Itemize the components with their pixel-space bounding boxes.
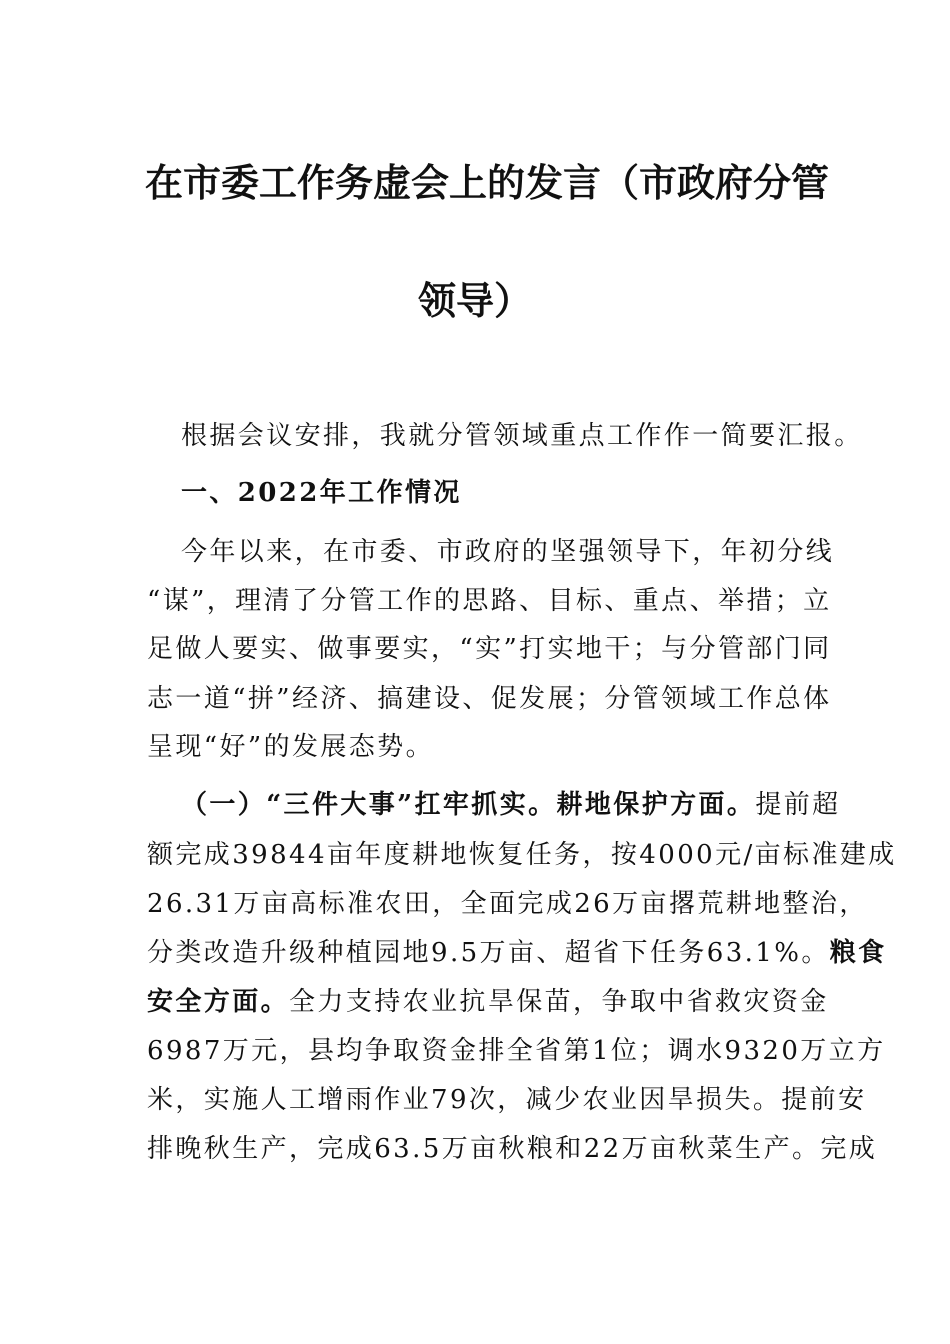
paragraph-2-line-5	[147, 986, 829, 1018]
paragraph-2-line-8: 排晚秋生产，完成63.5万亩秋粮和22万亩秋菜生产。完成	[147, 1134, 878, 1164]
paragraph-2-line-4	[147, 937, 887, 969]
paragraph-1-line-3: 足做人要实、做事要实，“实”打实地干；与分管部门同	[147, 634, 832, 664]
paragraph-2-line-5-rest: 全力支持农业抗旱保苗，争取中省救灾资金	[289, 987, 829, 1017]
paragraph-2-line-6: 6987万元，县均争取资金排全省第1位；调水9320万立方	[147, 1036, 886, 1066]
paragraph-1-line-5: 呈现“好”的发展态势。	[147, 732, 434, 762]
paragraph-2-line-1	[181, 789, 841, 821]
section-heading: 一、2022年工作情况	[181, 478, 462, 508]
intro-paragraph: 根据会议安排，我就分管领域重点工作作一简要汇报。	[181, 421, 863, 451]
paragraph-2-line-4-bold: 粮食	[829, 938, 887, 968]
paragraph-1-line-1: 今年以来，在市委、市政府的坚强领导下，年初分线	[181, 537, 835, 567]
paragraph-1-line-2: “谋”，理清了分管工作的思路、目标、重点、举措；立	[147, 586, 832, 616]
paragraph-2-line-5-bold: 安全方面。	[147, 987, 290, 1017]
paragraph-2-line-7: 米，实施人工增雨作业79次，减少农业因旱损失。提前安	[147, 1085, 867, 1115]
paragraph-2-line-2: 额完成39844亩年度耕地恢复任务，按4000元/亩标准建成	[147, 840, 897, 870]
paragraph-1-line-4: 志一道“拼”经济、搞建设、促发展；分管领域工作总体	[147, 684, 832, 714]
paragraph-2-bold-lead: （一）“三件大事”扛牢抓实。耕地保护方面。	[181, 790, 756, 820]
document-title-line-2: 领导）	[417, 278, 532, 323]
paragraph-2-line-1-rest: 提前超	[755, 790, 841, 820]
paragraph-2-line-4-text: 分类改造升级种植园地9.5万亩、超省下任务63.1%。	[147, 938, 830, 968]
paragraph-2-line-3: 26.31万亩高标准农田，全面完成26万亩撂荒耕地整治，	[147, 889, 868, 919]
document-title-line-1: 在市委工作务虚会上的发言（市政府分管	[145, 160, 830, 205]
